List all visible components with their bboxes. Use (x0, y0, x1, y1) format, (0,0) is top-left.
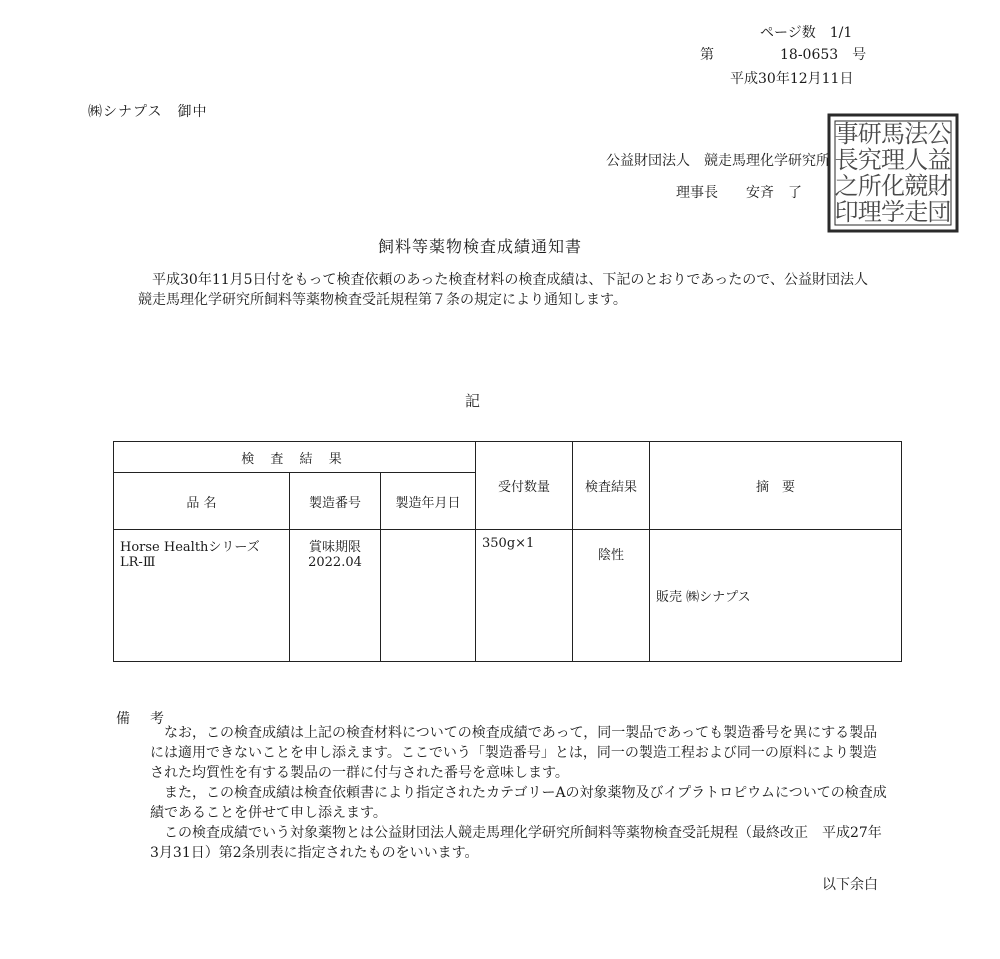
ki-heading: 記 (465, 392, 481, 410)
header-manufacture-date: 製造年月日 (381, 473, 476, 530)
issuer-organization: 公益財団法人 競走馬理化学研究所 (606, 153, 830, 169)
addressee: ㈱シナプス 御中 (88, 104, 208, 120)
seal-glyph: 長 (834, 146, 859, 174)
seal-glyph: 之 (834, 172, 859, 200)
document-number-value: 18-0653 号 (780, 47, 867, 63)
page-number: ページ数 1/1 (760, 25, 853, 41)
seal-glyph: 研 (857, 120, 882, 148)
cell-result: 陰性 (573, 530, 650, 662)
notes-body (150, 723, 890, 863)
header-test-results: 検 査 結 果 (114, 442, 476, 473)
table-row (114, 530, 902, 662)
note-paragraph: なお，この検査成績は上記の検査材料についての検査成績であって，同一製品であっても製造番号を異にする製品には適用できないことを申し添えます。ここでいう「製造番号」とは，同一の製造工程および同一の原料により製造された均質性を有する製品の一群に付与された番号を意味します。 (150, 725, 878, 781)
official-seal (826, 112, 960, 234)
seal-glyph: 印 (834, 198, 859, 226)
seal-glyph: 公 (927, 120, 952, 148)
note-paragraph: この検査成績でいう対象薬物とは公益財団法人競走馬理化学研究所飼料等薬物検査受託規程（最終改正 平成27年3月31日）第2条別表に指定されたものをいいます。 (150, 825, 882, 861)
cell-quantity: 350g×1 (476, 530, 573, 662)
seal-glyph: 益 (927, 146, 952, 174)
seal-glyph: 化 (881, 172, 905, 200)
note-paragraph: また，この検査成績は検査依頼書により指定されたカテゴリーAの対象薬物及びイプラトロピウムについての検査成績であることを併せて申し添えます。 (150, 785, 887, 821)
seal-glyph: 学 (881, 198, 905, 226)
product-name-line2: LR-Ⅲ (120, 555, 156, 570)
seal-glyph: 馬 (881, 120, 905, 148)
notes-label: 備考 (116, 711, 184, 727)
seal-glyph: 走 (904, 198, 929, 226)
seal-glyph: 財 (927, 172, 952, 200)
header-result: 検査結果 (573, 442, 650, 530)
closing-remark: 以下余白 (822, 877, 878, 893)
seal-glyph: 法 (904, 120, 929, 148)
issuer-person: 理事長 安斉 了 (676, 185, 802, 201)
seal-glyph: 団 (927, 198, 952, 226)
header-product-name: 品 名 (114, 473, 290, 530)
seal-glyph: 事 (834, 120, 859, 148)
header-summary: 摘 要 (650, 442, 902, 530)
header-quantity: 受付数量 (476, 442, 573, 530)
seal-glyph: 究 (857, 146, 882, 174)
seal-glyph: 理 (881, 146, 905, 174)
seal-glyph: 人 (904, 146, 929, 174)
product-name-line1: Horse Healthシリーズ (120, 540, 260, 555)
results-table (113, 441, 902, 662)
issue-date: 平成30年12月11日 (730, 71, 854, 87)
document-title: 飼料等薬物検査成績通知書 (377, 237, 582, 256)
lot-line1: 賞味期限 (308, 540, 361, 555)
document-number (700, 44, 866, 64)
cell-product-name (114, 530, 290, 662)
seal-glyph: 競 (904, 172, 929, 200)
lot-line2: 2022.04 (308, 555, 362, 570)
seal-glyph: 所 (857, 172, 882, 200)
seal-glyph: 理 (857, 198, 882, 226)
cell-summary: 販売 ㈱シナプス (650, 530, 902, 662)
header-lot-number: 製造番号 (290, 473, 381, 530)
intro-paragraph: 平成30年11月5日付をもって検査依頼のあった検査材料の検査成績は、下記のとおりであったので、公益財団法人競走馬理化学研究所飼料等薬物検査受託規程第７条の規定により通知します。 (138, 272, 868, 308)
cell-manufacture-date (381, 530, 476, 662)
document-number-prefix: 第 (700, 47, 714, 63)
cell-lot-number (290, 530, 381, 662)
